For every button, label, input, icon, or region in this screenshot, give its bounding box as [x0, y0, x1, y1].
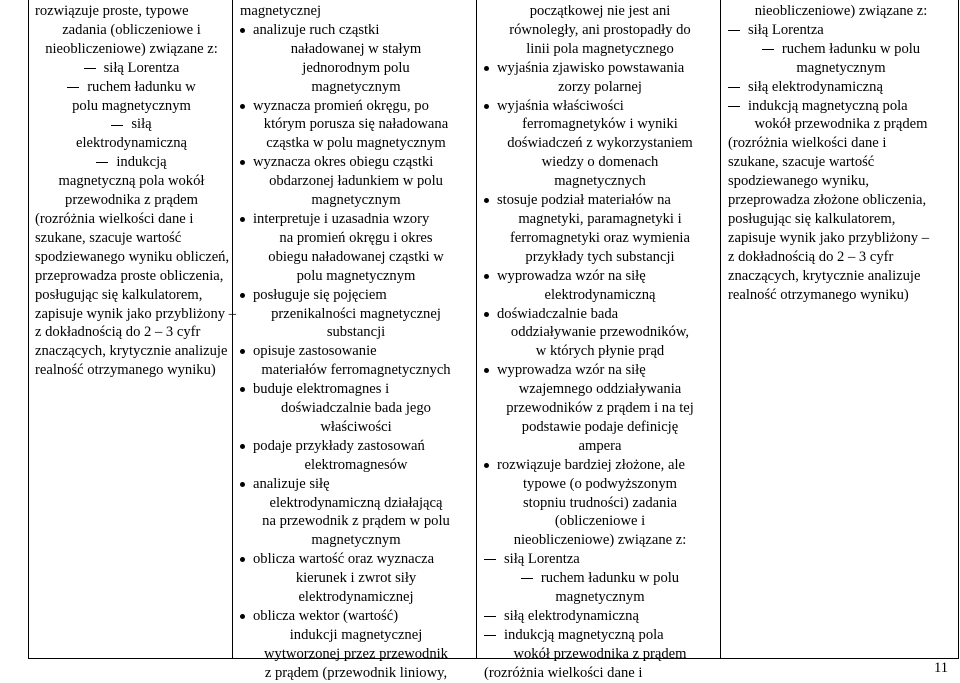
line-text: spodziewanego wyniku,	[728, 173, 870, 190]
text-line	[35, 361, 228, 380]
text-line	[35, 134, 228, 153]
column-1-lines	[35, 2, 237, 380]
line-text: naładowanej w stałym	[290, 40, 422, 57]
text-line	[35, 210, 228, 229]
line-text: typowe (o podwyższonym	[522, 475, 678, 492]
line-text: wokół przewodnika z prądem	[754, 116, 928, 133]
line-text: indukcji magnetycznej	[289, 626, 423, 643]
dot-bullet-icon	[240, 482, 245, 487]
line-text: znaczących, krytycznie analizuje	[728, 267, 921, 284]
text-line	[484, 286, 716, 305]
line-text: siłą Lorentza	[103, 59, 180, 76]
line-text: na promień okręgu i okres	[279, 229, 433, 246]
column-2	[233, 0, 477, 681]
text-line	[484, 191, 716, 210]
dot-bullet-icon	[240, 614, 245, 619]
text-line	[728, 2, 954, 21]
text-line	[35, 78, 228, 97]
line-text: oblicza wektor (wartość)	[253, 608, 399, 624]
line-text: siłą	[131, 116, 152, 133]
line-text: przeprowadza proste obliczenia,	[35, 267, 224, 284]
text-line	[484, 323, 716, 342]
dot-bullet-icon	[240, 387, 245, 392]
dot-bullet-icon	[484, 463, 489, 468]
text-line	[484, 569, 716, 588]
text-line	[240, 21, 472, 40]
column-3-lines	[484, 2, 716, 683]
line-text: analizuje ruch cząstki	[253, 21, 380, 38]
text-line	[35, 286, 228, 305]
line-text: buduje elektromagnes i	[253, 381, 390, 398]
line-text: magnetycznym	[796, 59, 886, 76]
text-line	[240, 607, 472, 626]
line-text: zapisuje wynik jako przybliżony –	[35, 305, 237, 322]
text-line	[484, 210, 716, 229]
line-text: podstawie podaje definicję	[521, 418, 679, 435]
text-line	[35, 21, 228, 40]
line-text: znaczących, krytycznie analizuje	[35, 343, 228, 360]
text-line	[240, 494, 472, 513]
line-text: posługując się kalkulatorem,	[35, 286, 203, 303]
dot-bullet-icon	[484, 66, 489, 71]
line-text: wokół przewodnika z prądem	[513, 645, 687, 662]
line-text: przewodnika z prądem	[65, 192, 198, 209]
line-text: magnetycznym	[311, 78, 401, 95]
line-text: szukane, szacuje wartość	[728, 154, 875, 171]
line-text: obiegu naładowanej cząstki w	[268, 248, 444, 265]
line-text: magnetycznym	[311, 532, 401, 549]
line-text: przykłady tych substancji	[525, 248, 675, 265]
text-line	[484, 134, 716, 153]
text-line	[240, 380, 472, 399]
line-text: wytworzonej przez przewodnik	[264, 645, 448, 662]
text-line	[240, 512, 472, 531]
column-4-lines	[728, 2, 954, 305]
text-line	[484, 21, 716, 40]
line-text: wyznacza promień okręgu, po	[253, 97, 429, 114]
line-text: obdarzonej ładunkiem w polu	[269, 173, 443, 190]
text-line	[35, 305, 237, 324]
line-text: indukcją magnetyczną pola	[748, 97, 908, 114]
text-line	[484, 172, 716, 191]
column-3	[477, 0, 721, 681]
line-text: kierunek i zwrot siły	[295, 570, 417, 587]
line-text: wyprowadza wzór na siłę	[497, 362, 646, 379]
line-text: siłą Lorentza	[748, 21, 824, 38]
text-line	[240, 305, 472, 324]
dash-bullet-icon	[728, 106, 740, 107]
line-text: równoległy, ani prostopadły do	[509, 21, 691, 38]
text-line	[728, 97, 954, 116]
text-line	[240, 210, 472, 229]
text-line	[728, 172, 954, 191]
text-line	[240, 172, 472, 191]
line-text: oddziaływanie przewodników,	[510, 324, 690, 341]
dash-bullet-icon	[484, 635, 496, 636]
line-text: siłą elektrodynamiczną	[748, 78, 883, 95]
line-text: ferromagnetyków i wyniki	[522, 116, 678, 133]
text-line	[484, 607, 716, 626]
dot-bullet-icon	[240, 293, 245, 298]
text-line	[240, 437, 472, 456]
line-text: ruchem ładunku w	[87, 78, 196, 95]
line-text: którym porusza się naładowana	[263, 116, 449, 133]
text-line	[484, 399, 716, 418]
text-line	[240, 40, 472, 59]
line-text: rozwiązuje bardziej złożone, ale	[497, 456, 685, 473]
text-line	[35, 229, 228, 248]
line-text: materiałów ferromagnetycznych	[261, 362, 451, 379]
line-text: analizuje siłę	[253, 475, 330, 492]
text-line	[484, 494, 716, 513]
text-line	[484, 645, 716, 664]
text-line	[484, 305, 716, 324]
line-text: rozwiązuje proste, typowe	[35, 3, 189, 19]
text-line	[240, 664, 472, 683]
line-text: magnetycznym	[555, 589, 645, 606]
line-text: z dokładnością do 2 – 3 cyfr	[728, 248, 894, 265]
line-text: początkowej nie jest ani	[529, 3, 671, 19]
text-line	[35, 342, 228, 361]
text-line	[240, 267, 472, 286]
dot-bullet-icon	[240, 557, 245, 562]
line-text: przewodników z prądem i na tej	[506, 400, 694, 417]
dot-bullet-icon	[484, 274, 489, 279]
text-line	[484, 115, 716, 134]
line-text: spodziewanego wyniku obliczeń,	[35, 248, 230, 265]
line-text: doświadczeń z wykorzystaniem	[507, 135, 693, 152]
line-text: ampera	[578, 437, 622, 454]
text-line	[240, 475, 472, 494]
text-line	[35, 248, 228, 267]
dash-bullet-icon	[728, 30, 740, 31]
text-line	[484, 2, 716, 21]
text-line	[35, 115, 228, 134]
line-text: (rozróżnia wielkości dane i	[35, 210, 194, 227]
line-text: elektrodynamicznej	[298, 589, 414, 606]
line-text: wyprowadza wzór na siłę	[497, 267, 646, 284]
line-text: podaje przykłady zastosowań	[253, 437, 425, 454]
line-text: elektrodynamiczną	[544, 286, 656, 303]
dot-bullet-icon	[484, 312, 489, 317]
text-line	[484, 229, 716, 248]
column-4	[721, 0, 959, 658]
line-text: magnetycznym	[311, 192, 401, 209]
text-line	[728, 134, 954, 153]
line-text: elektrodynamiczną	[75, 135, 188, 152]
text-line	[484, 40, 716, 59]
text-line	[240, 550, 472, 569]
text-line	[484, 380, 716, 399]
dot-bullet-icon	[240, 160, 245, 165]
line-text: wzajemnego oddziaływania	[518, 381, 682, 398]
text-line	[240, 248, 472, 267]
line-text: doświadczalnie bada jego	[281, 400, 431, 417]
dash-bullet-icon	[762, 49, 774, 50]
line-text: przenikalności magnetycznej	[271, 305, 441, 322]
line-text: indukcją	[116, 154, 167, 171]
text-line	[484, 512, 716, 531]
line-text: ruchem ładunku w polu	[540, 570, 680, 587]
line-text: magnetycznej	[240, 3, 322, 19]
line-text: z prądem (przewodnik liniowy,	[264, 664, 448, 681]
line-text: wyznacza okres obiegu cząstki	[253, 154, 434, 171]
dash-bullet-icon	[84, 68, 96, 69]
text-line	[484, 475, 716, 494]
page-number: 11	[933, 660, 948, 677]
text-line	[240, 342, 472, 361]
text-line	[35, 172, 228, 191]
text-line	[240, 134, 472, 153]
text-line	[484, 588, 716, 607]
line-text: ferromagnetyki oraz wymienia	[510, 229, 690, 246]
line-text: nieobliczeniowe) związane z:	[45, 40, 218, 57]
line-text: zadania (obliczeniowe i	[62, 21, 201, 38]
dash-bullet-icon	[96, 162, 108, 163]
text-line	[728, 286, 954, 305]
dot-bullet-icon	[484, 198, 489, 203]
text-line	[240, 626, 472, 645]
text-line	[484, 267, 716, 286]
dash-bullet-icon	[484, 616, 496, 617]
text-line	[240, 569, 472, 588]
text-line	[240, 361, 472, 380]
text-line	[240, 115, 472, 134]
dash-bullet-icon	[484, 559, 496, 560]
line-text: na przewodnik z prądem w polu	[262, 513, 450, 530]
line-text: zorzy polarnej	[558, 78, 642, 95]
text-line	[240, 323, 472, 342]
text-line	[728, 40, 954, 59]
line-text: realność otrzymanego wyniku)	[35, 362, 216, 379]
line-text: posługuje się pojęciem	[253, 286, 387, 303]
text-line	[728, 191, 954, 210]
dash-bullet-icon	[728, 87, 740, 88]
line-text: magnetyki, paramagnetyki i	[518, 210, 682, 227]
text-line	[240, 399, 472, 418]
text-line	[240, 531, 472, 550]
dot-bullet-icon	[484, 104, 489, 109]
text-line	[484, 248, 716, 267]
dot-bullet-icon	[240, 349, 245, 354]
line-text: stosuje podział materiałów na	[497, 192, 671, 209]
text-line	[728, 153, 954, 172]
line-text: zapisuje wynik jako przybliżony –	[728, 229, 930, 246]
text-line	[484, 97, 716, 116]
text-line	[484, 59, 716, 78]
text-line	[728, 210, 954, 229]
line-text: oblicza wartość oraz wyznacza	[253, 551, 435, 568]
dash-bullet-icon	[521, 578, 533, 579]
line-text: polu magnetycznym	[296, 267, 416, 284]
text-line	[240, 78, 472, 97]
text-line	[484, 626, 716, 645]
text-line	[728, 248, 954, 267]
text-line	[35, 267, 228, 286]
dash-bullet-icon	[67, 87, 79, 88]
text-line	[240, 456, 472, 475]
text-line	[240, 229, 472, 248]
text-line	[728, 229, 954, 248]
text-line	[240, 645, 472, 664]
column-1	[29, 0, 237, 658]
dash-bullet-icon	[111, 125, 123, 126]
line-text: (rozróżnia wielkości dane i	[728, 135, 887, 152]
text-line	[35, 59, 228, 78]
text-line	[484, 361, 716, 380]
line-text: (rozróżnia wielkości dane i	[484, 664, 643, 681]
text-line	[484, 153, 716, 172]
line-text: substancji	[326, 324, 386, 341]
line-text: właściwości	[320, 418, 392, 435]
line-text: nieobliczeniowe) związane z:	[754, 3, 928, 19]
text-line	[728, 59, 954, 78]
text-line	[484, 418, 716, 437]
text-line	[35, 153, 228, 172]
line-text: (obliczeniowe i	[554, 513, 646, 530]
line-text: ruchem ładunku w polu	[781, 40, 921, 57]
line-text: posługując się kalkulatorem,	[728, 210, 896, 227]
text-line	[240, 286, 472, 305]
text-line	[240, 191, 472, 210]
line-text: w których płynie prąd	[535, 343, 665, 360]
dot-bullet-icon	[240, 28, 245, 33]
text-line	[240, 153, 472, 172]
text-line	[240, 588, 472, 607]
line-text: wyjaśnia właściwości	[497, 97, 624, 114]
text-line	[728, 115, 954, 134]
text-line	[484, 456, 716, 475]
text-line	[728, 21, 954, 40]
line-text: doświadczalnie bada	[497, 305, 619, 322]
text-line	[35, 191, 228, 210]
line-text: szukane, szacuje wartość	[35, 229, 182, 246]
dot-bullet-icon	[240, 217, 245, 222]
line-text: magnetycznych	[554, 173, 646, 190]
text-line	[484, 437, 716, 456]
line-text: interpretuje i uzasadnia wzory	[253, 210, 430, 227]
line-text: nieobliczeniowe) związane z:	[513, 532, 687, 549]
dot-bullet-icon	[484, 368, 489, 373]
column-2-lines	[240, 2, 472, 683]
line-text: realność otrzymanego wyniku)	[728, 286, 909, 303]
text-line	[35, 2, 228, 21]
line-text: stopniu trudności) zadania	[522, 494, 677, 511]
line-text: indukcją magnetyczną pola	[504, 626, 664, 643]
line-text: z dokładnością do 2 – 3 cyfr	[35, 324, 201, 341]
text-line	[35, 40, 228, 59]
line-text: siłą elektrodynamiczną	[504, 608, 639, 624]
dot-bullet-icon	[240, 104, 245, 109]
text-line	[484, 342, 716, 361]
text-line	[35, 323, 228, 342]
text-line	[240, 97, 472, 116]
line-text: elektromagnesów	[304, 456, 408, 473]
text-line	[728, 267, 954, 286]
line-text: wyjaśnia zjawisko powstawania	[497, 59, 685, 76]
text-line	[240, 418, 472, 437]
text-line	[240, 59, 472, 78]
line-text: linii pola magnetycznego	[526, 40, 674, 57]
line-text: polu magnetycznym	[72, 97, 191, 114]
line-text: opisuje zastosowanie	[253, 343, 377, 360]
line-text: elektrodynamiczną działającą	[269, 494, 443, 511]
text-line	[484, 550, 716, 569]
line-text: wiedzy o domenach	[541, 154, 659, 171]
line-text: przeprowadza złożone obliczenia,	[728, 192, 927, 209]
line-text: siłą Lorentza	[504, 551, 580, 568]
dot-bullet-icon	[240, 444, 245, 449]
text-line	[484, 664, 716, 683]
text-line	[35, 97, 228, 116]
line-text: jednorodnym polu	[302, 59, 410, 76]
text-line	[728, 78, 954, 97]
text-line	[484, 78, 716, 97]
text-line	[240, 2, 472, 21]
line-text: cząstka w polu magnetycznym	[266, 135, 446, 152]
line-text: magnetyczną pola wokół	[58, 173, 205, 190]
text-line	[484, 531, 716, 550]
